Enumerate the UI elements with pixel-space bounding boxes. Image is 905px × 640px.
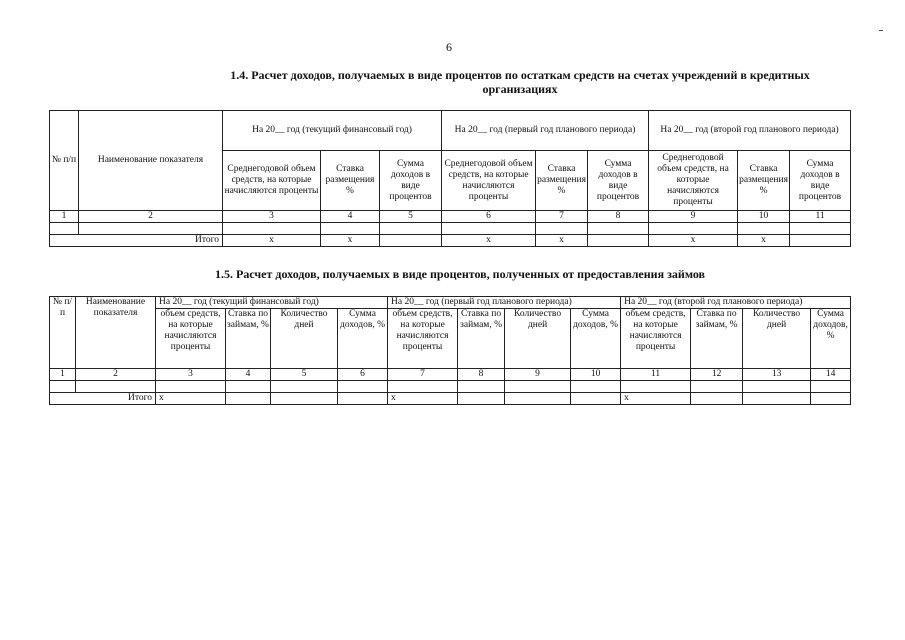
total-label: Итого: [50, 393, 156, 405]
cell: [505, 381, 571, 393]
cell: [743, 393, 811, 405]
cell: [691, 381, 743, 393]
section-1-4-title-line2: организациях: [482, 82, 558, 96]
header-sum-3: Сумма доходов, %: [811, 309, 851, 369]
cell: [743, 381, 811, 393]
cell: [691, 393, 743, 405]
col-number: 3: [223, 211, 321, 223]
table-interest-on-loans: [49, 296, 851, 405]
header-sum-1: Сумма доходов, %: [338, 309, 388, 369]
cell: [380, 223, 442, 235]
cell: [321, 223, 380, 235]
column-number-row: [50, 369, 851, 381]
col-number: 5: [271, 369, 338, 381]
total-row: [50, 235, 851, 247]
cell: [76, 381, 156, 393]
header-rate-3: Ставка размещения %: [738, 151, 790, 211]
cell: [50, 381, 76, 393]
cell: [338, 381, 388, 393]
cell: [738, 223, 790, 235]
col-number: 2: [76, 369, 156, 381]
cell: [790, 235, 851, 247]
x-mark: х: [223, 235, 321, 247]
page-number: 6: [446, 40, 452, 54]
header-name: Наименование показателя: [79, 111, 223, 211]
col-number: 10: [738, 211, 790, 223]
header-num: № п/п: [50, 111, 79, 211]
cell: [536, 223, 588, 235]
header-sum-2: Сумма доходов, %: [571, 309, 621, 369]
cell: [505, 393, 571, 405]
x-mark: х: [649, 235, 738, 247]
header-name: Наименование показателя: [76, 297, 156, 369]
col-number: 11: [621, 369, 691, 381]
header-volume-3: Среднегодовой объем средств, на которые начисляются проценты: [649, 151, 738, 211]
total-label: Итого: [50, 235, 223, 247]
empty-row: [50, 223, 851, 235]
header-sum-3: Сумма доходов в виде процентов: [790, 151, 851, 211]
cell: [458, 381, 505, 393]
header-days-3: Количество дней: [743, 309, 811, 369]
cell: [380, 235, 442, 247]
cell: [649, 223, 738, 235]
col-number: 7: [536, 211, 588, 223]
x-mark: х: [621, 393, 691, 405]
header-period-first: На 20__ год (первый год планового периода): [442, 111, 649, 151]
header-period-current: На 20__ год (текущий финансовый год): [223, 111, 442, 151]
header-rate-2: Ставка по займам, %: [458, 309, 505, 369]
cell: [271, 381, 338, 393]
cell: [271, 393, 338, 405]
header-volume-2: объем средств, на которые начисляются проценты: [388, 309, 458, 369]
header-sum-1: Сумма доходов в виде процентов: [380, 151, 442, 211]
cell: [588, 223, 649, 235]
header-num: № п/п: [50, 297, 76, 369]
header-period-second: На 20__ год (второй год планового периода): [649, 111, 851, 151]
header-sum-2: Сумма доходов в виде процентов: [588, 151, 649, 211]
col-number: 1: [50, 369, 76, 381]
col-number: 13: [743, 369, 811, 381]
table-interest-on-balances: [49, 110, 851, 247]
cell: [571, 393, 621, 405]
empty-row: [50, 381, 851, 393]
col-number: 4: [226, 369, 271, 381]
header-rate-3: Ставка по займам, %: [691, 309, 743, 369]
total-row: [50, 393, 851, 405]
header-rate-1: Ставка по займам, %: [226, 309, 271, 369]
col-number: 4: [321, 211, 380, 223]
col-number: 5: [380, 211, 442, 223]
col-number: 14: [811, 369, 851, 381]
header-volume-1: Среднегодовой объем средств, на которые начисляются проценты: [223, 151, 321, 211]
cell: [50, 223, 79, 235]
header-period-second: На 20__ год (второй год планового периода): [621, 297, 851, 309]
col-number: 12: [691, 369, 743, 381]
col-number: 11: [790, 211, 851, 223]
section-1-5-title: 1.5. Расчет доходов, получаемых в виде процентов, полученных от предоставления займов: [214, 267, 706, 281]
cell: [588, 235, 649, 247]
col-number: 7: [388, 369, 458, 381]
cell: [811, 393, 851, 405]
cell: [338, 393, 388, 405]
x-mark: х: [388, 393, 458, 405]
col-number: 8: [588, 211, 649, 223]
x-mark: х: [156, 393, 226, 405]
x-mark: х: [738, 235, 790, 247]
col-number: 1: [50, 211, 79, 223]
col-number: 2: [79, 211, 223, 223]
cell: [442, 223, 536, 235]
header-volume-2: Среднегодовой объем средств, на которые начисляются проценты: [442, 151, 536, 211]
header-days-2: Количество дней: [505, 309, 571, 369]
header-rate-1: Ставка размещения %: [321, 151, 380, 211]
section-1-4-title-line1: 1.4. Расчет доходов, получаемых в виде процентов по остаткам средств на счетах учреждений в кредитных: [230, 68, 810, 82]
cell: [223, 223, 321, 235]
cell: [458, 393, 505, 405]
header-volume-1: объем средств, на которые начисляются проценты: [156, 309, 226, 369]
cell: [79, 223, 223, 235]
cell: [621, 381, 691, 393]
header-days-1: Количество дней: [271, 309, 338, 369]
col-number: 9: [505, 369, 571, 381]
col-number: 8: [458, 369, 505, 381]
cell: [226, 393, 271, 405]
cell: [156, 381, 226, 393]
margin-mark: [879, 30, 883, 31]
col-number: 3: [156, 369, 226, 381]
x-mark: х: [536, 235, 588, 247]
section-1-4-title: [180, 68, 860, 96]
header-volume-3: объем средств, на которые начисляются проценты: [621, 309, 691, 369]
col-number: 10: [571, 369, 621, 381]
cell: [811, 381, 851, 393]
header-rate-2: Ставка размещения %: [536, 151, 588, 211]
header-period-first: На 20__ год (первый год планового периода): [388, 297, 621, 309]
cell: [790, 223, 851, 235]
x-mark: х: [321, 235, 380, 247]
column-number-row: [50, 211, 851, 223]
cell: [388, 381, 458, 393]
col-number: 9: [649, 211, 738, 223]
header-period-current: На 20__ год (текущий финансовый год): [156, 297, 388, 309]
cell: [226, 381, 271, 393]
col-number: 6: [338, 369, 388, 381]
col-number: 6: [442, 211, 536, 223]
x-mark: х: [442, 235, 536, 247]
cell: [571, 381, 621, 393]
